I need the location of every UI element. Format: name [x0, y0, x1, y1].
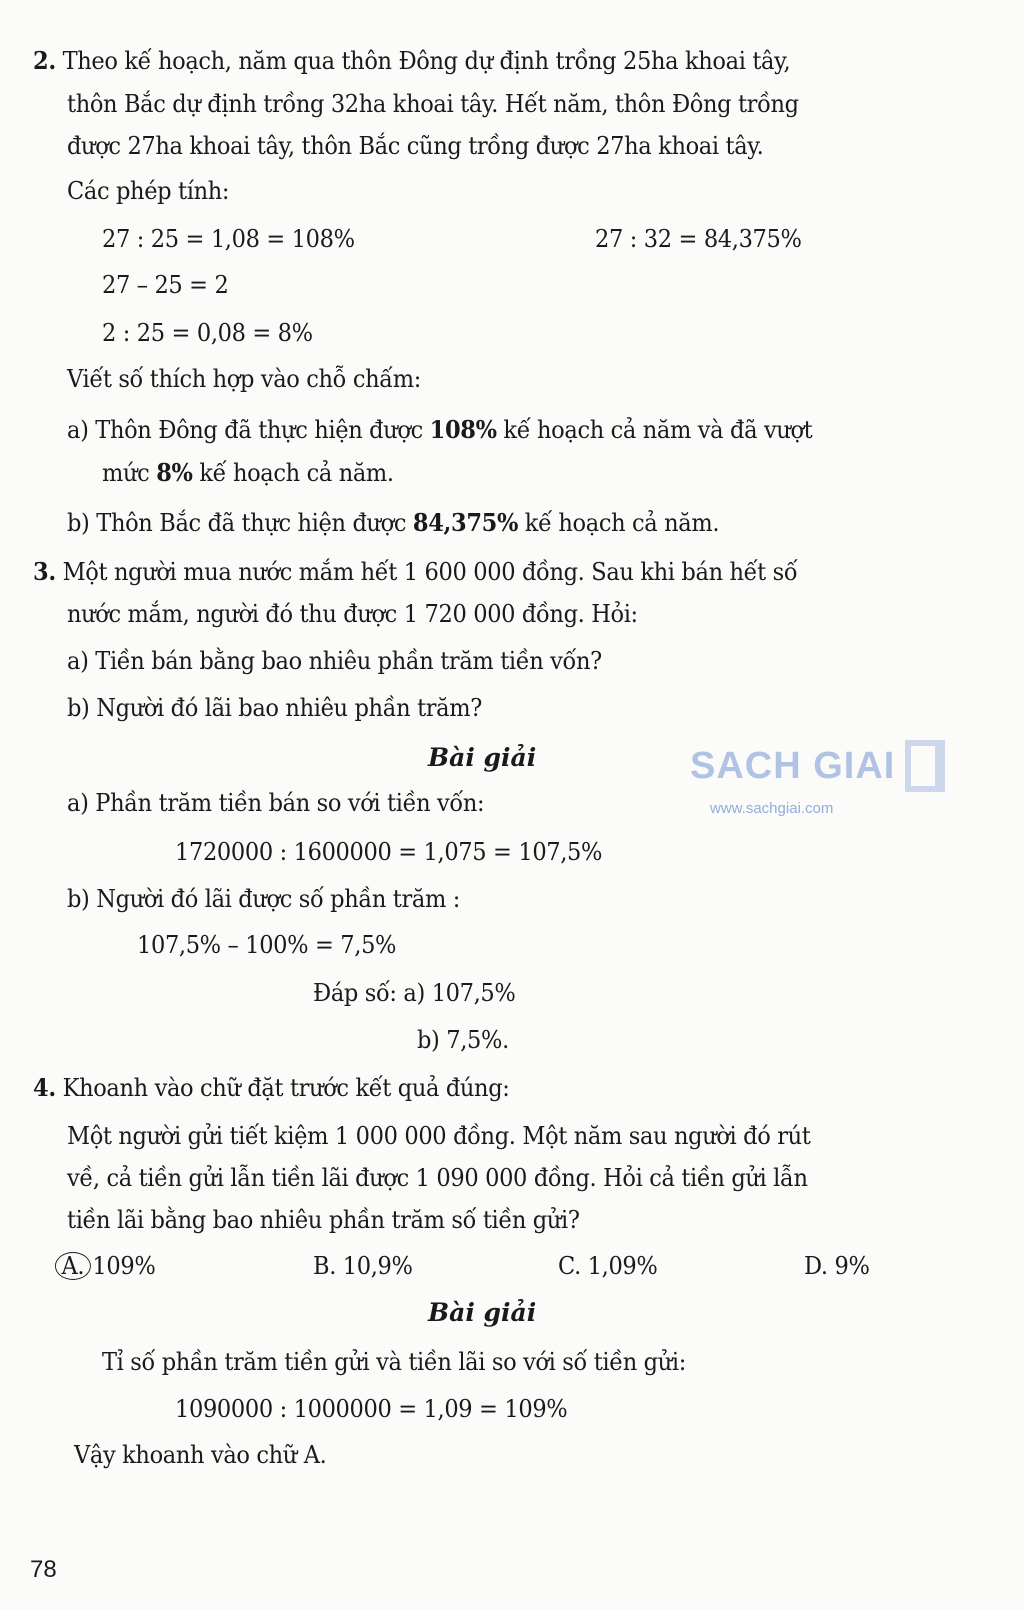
- problem-2-line-3: được 27ha khoai tây, thôn Bắc cũng trồng được 27ha khoai tây.: [67, 131, 764, 160]
- solution-a-calc: 1720000 : 1600000 = 1,075 = 107,5%: [175, 837, 603, 866]
- solution-4-label: Tỉ số phần trăm tiền gửi và tiền lãi so với số tiền gửi:: [102, 1347, 686, 1376]
- problem-4-instruction: Khoanh vào chữ đặt trước kết quả đúng:: [62, 1073, 510, 1102]
- option-a-value: 109%: [92, 1251, 156, 1280]
- problem-3-line-1: [33, 557, 797, 587]
- watermark: [690, 740, 950, 840]
- option-d-value: 9%: [827, 1251, 870, 1280]
- problem-4-number: 4.: [33, 1073, 56, 1102]
- option-c-value: 1,09%: [580, 1251, 658, 1280]
- answer-a-value-1: 108%: [429, 415, 497, 444]
- calc-right: 27 : 32 = 84,375%: [595, 224, 802, 253]
- answer-a-line-2: [102, 458, 394, 488]
- solution-4-conclusion: Vậy khoanh vào chữ A.: [74, 1440, 327, 1469]
- answer-b-prefix: b) Thôn Bắc đã thực hiện được: [67, 508, 413, 537]
- answer-b-suffix: kế hoạch cả năm.: [518, 508, 720, 537]
- option-d[interactable]: [804, 1251, 870, 1281]
- answer-a-line-1: [67, 415, 812, 445]
- solution-4-calc: 1090000 : 1000000 = 1,09 = 109%: [175, 1394, 568, 1423]
- solution-title-3: Bài giải: [428, 743, 537, 772]
- calc-line-2: 27 – 25 = 2: [102, 270, 229, 299]
- fill-label: Viết số thích hợp vào chỗ chấm:: [67, 364, 421, 393]
- answer-b-line: [67, 508, 719, 538]
- problem-4-line-1: [33, 1073, 509, 1103]
- answer-a-middle: kế hoạch cả năm và đã vượt: [496, 415, 813, 444]
- answer-a2-prefix: mức: [102, 458, 157, 487]
- option-a-letter-circled: A.: [55, 1252, 91, 1280]
- option-a[interactable]: [55, 1251, 155, 1281]
- solution-title-4: Bài giải: [428, 1298, 537, 1327]
- problem-2-text: Theo kế hoạch, năm qua thôn Đông dự định trồng 25ha khoai tây,: [62, 46, 791, 75]
- watermark-url: www.sachgiai.com: [710, 800, 834, 817]
- solution-b-label: b) Người đó lãi được số phần trăm :: [67, 884, 460, 913]
- option-b-letter: B.: [313, 1251, 336, 1280]
- final-answer-b: b) 7,5%.: [417, 1025, 509, 1054]
- option-c[interactable]: [558, 1251, 657, 1281]
- option-b-value: 10,9%: [336, 1251, 413, 1280]
- question-b: b) Người đó lãi bao nhiêu phần trăm?: [67, 693, 482, 722]
- problem-4-text-2: về, cả tiền gửi lẫn tiền lãi được 1 090 000 đồng. Hỏi cả tiền gửi lẫn: [67, 1163, 808, 1192]
- final-answer-a: Đáp số: a) 107,5%: [313, 978, 516, 1007]
- watermark-logo-icon: [905, 740, 945, 792]
- answer-a2-suffix: kế hoạch cả năm.: [192, 458, 394, 487]
- problem-2-line-1: [33, 46, 790, 76]
- page-number: 78: [30, 1556, 57, 1583]
- calc-label: Các phép tính:: [67, 176, 230, 205]
- problem-3-line-2: nước mắm, người đó thu được 1 720 000 đồng. Hỏi:: [67, 599, 638, 628]
- calc-line-1: 27 : 25 = 1,08 = 108%: [102, 224, 355, 253]
- option-b[interactable]: [313, 1251, 413, 1281]
- problem-2-line-2: thôn Bắc dự định trồng 32ha khoai tây. Hết năm, thôn Đông trồng: [67, 89, 799, 118]
- solution-a-label: a) Phần trăm tiền bán so với tiền vốn:: [67, 788, 485, 817]
- option-d-letter: D.: [804, 1251, 828, 1280]
- problem-2-number: 2.: [33, 46, 56, 75]
- answer-a-value-2: 8%: [156, 458, 193, 487]
- question-a: a) Tiền bán bằng bao nhiêu phần trăm tiền vốn?: [67, 646, 602, 675]
- problem-3-number: 3.: [33, 557, 56, 586]
- option-c-letter: C.: [558, 1251, 581, 1280]
- answer-a-prefix: a) Thôn Đông đã thực hiện được: [67, 415, 430, 444]
- solution-b-calc: 107,5% – 100% = 7,5%: [137, 930, 397, 959]
- problem-4-text-1: Một người gửi tiết kiệm 1 000 000 đồng. Một năm sau người đó rút: [67, 1121, 811, 1150]
- watermark-brand: SACH GIAI: [690, 745, 896, 787]
- problem-4-text-3: tiền lãi bằng bao nhiêu phần trăm số tiền gửi?: [67, 1205, 580, 1234]
- answer-b-value: 84,375%: [412, 508, 519, 537]
- problem-3-text: Một người mua nước mắm hết 1 600 000 đồng. Sau khi bán hết số: [62, 557, 798, 586]
- calc-line-3: 2 : 25 = 0,08 = 8%: [102, 318, 313, 347]
